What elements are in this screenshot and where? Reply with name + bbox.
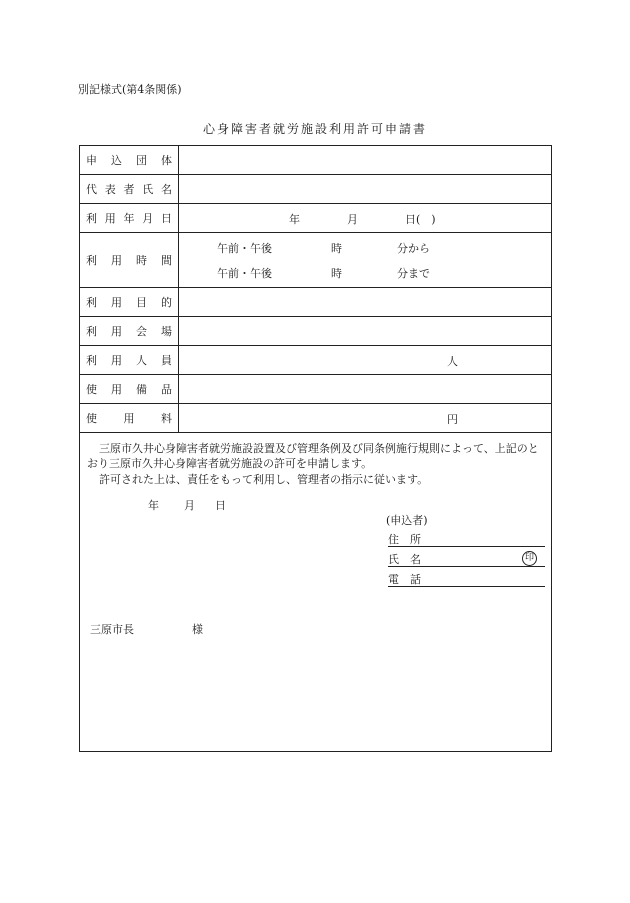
time-ampm-end: 午前・午後 — [217, 267, 272, 280]
label-chars: 使 用 料 — [86, 412, 172, 425]
name-line[interactable] — [388, 566, 545, 567]
addressee: 三原市長 — [90, 623, 134, 636]
field-applicant-group[interactable] — [179, 146, 552, 175]
time-min-start: 分から — [397, 242, 430, 255]
field-purpose[interactable] — [179, 288, 552, 317]
time-hour-start: 時 — [331, 242, 342, 255]
label-chars: 利 用 目 的 — [86, 296, 172, 309]
phone-label: 電 話 — [388, 573, 421, 586]
label-representative — [80, 175, 179, 204]
field-use-date[interactable] — [179, 204, 552, 233]
time-hour-end: 時 — [331, 267, 342, 280]
row-venue — [80, 317, 552, 346]
label-chars: 利 用 時 間 — [86, 254, 172, 267]
address-label: 住 所 — [388, 533, 421, 546]
field-use-time[interactable] — [179, 233, 552, 288]
document-title: 心身障害者就労施設利用許可申請書 — [202, 122, 427, 136]
field-representative[interactable] — [179, 175, 552, 204]
label-chars: 申 込 団 体 — [86, 154, 172, 167]
applicant-heading: (申込者) — [386, 514, 428, 527]
time-ampm-start: 午前・午後 — [217, 242, 272, 255]
field-equipment[interactable] — [179, 375, 552, 404]
statement-para-1: 三原市久井心身障害者就労施設設置及び管理条例及び同条例施行規則によって、上記のとおり三原市久井心身障害者就労施設の許可を申請します。 — [87, 442, 539, 470]
label-chars: 利 用 会 場 — [86, 325, 172, 338]
sign-date-year: 年 — [148, 499, 159, 512]
field-persons[interactable] — [179, 346, 552, 375]
phone-line[interactable] — [388, 586, 545, 587]
label-use-time — [80, 233, 179, 288]
sign-date-day: 日 — [215, 499, 226, 512]
label-purpose — [80, 288, 179, 317]
label-use-date — [80, 204, 179, 233]
sign-date-month: 月 — [184, 499, 195, 512]
name-label: 氏 名 — [388, 553, 421, 566]
label-chars: 利 用 年 月 日 — [86, 212, 172, 225]
label-venue — [80, 317, 179, 346]
row-persons — [80, 346, 552, 375]
label-chars: 使 用 備 品 — [86, 383, 172, 396]
label-persons — [80, 346, 179, 375]
date-year-unit: 年 — [289, 213, 300, 226]
time-min-end: 分まで — [397, 267, 430, 280]
field-fee[interactable] — [179, 404, 552, 433]
field-venue[interactable] — [179, 317, 552, 346]
date-day-unit: 日( ) — [405, 213, 436, 226]
row-purpose — [80, 288, 552, 317]
row-representative — [80, 175, 552, 204]
row-fee — [80, 404, 552, 433]
row-use-time — [80, 233, 552, 288]
label-fee — [80, 404, 179, 433]
row-equipment — [80, 375, 552, 404]
statement-block — [80, 433, 552, 752]
date-month-unit: 月 — [347, 213, 358, 226]
label-applicant-group — [80, 146, 179, 175]
label-equipment — [80, 375, 179, 404]
fee-unit: 円 — [447, 413, 458, 426]
form-reference: 別記様式(第4条関係) — [78, 83, 182, 96]
row-applicant-group — [80, 146, 552, 175]
row-statement — [80, 433, 552, 752]
label-chars: 利 用 人 員 — [86, 354, 172, 367]
honorific: 様 — [192, 623, 203, 636]
persons-unit: 人 — [447, 355, 458, 368]
address-line[interactable] — [388, 546, 545, 547]
label-chars: 代 表 者 氏 名 — [86, 183, 172, 196]
application-form-table — [79, 145, 552, 752]
seal-icon: 印 — [522, 551, 537, 566]
statement-para-2: 許可された上は、責任をもって利用し、管理者の指示に従います。 — [99, 473, 429, 486]
row-use-date — [80, 204, 552, 233]
